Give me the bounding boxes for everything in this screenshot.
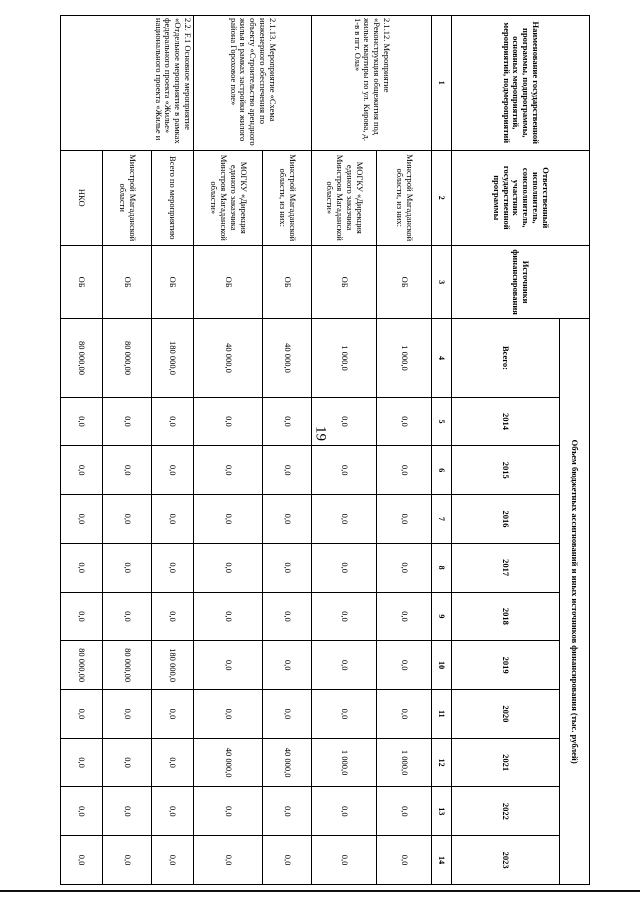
row-year-value: 0,0 [193,690,263,739]
row-executor: Минстрой Магаданской области [103,150,151,245]
row-year-value: 0,0 [263,592,311,641]
row-year-value: 0,0 [61,836,103,885]
row-year-value: 0,0 [61,495,103,544]
column-number: 2 [432,150,452,245]
row-year-value: 0,0 [103,397,151,446]
row-executor: МОГКУ «Дирекция единого заказчика Минстроя Магаданской области» [311,150,376,245]
row-year-value: 0,0 [311,397,376,446]
row-year-value: 0,0 [311,641,376,690]
header-year: 2021 [452,738,560,787]
row-year-value: 0,0 [193,397,263,446]
row-year-value: 0,0 [103,738,151,787]
row-total: 180 000,0 [151,319,193,397]
row-year-value: 0,0 [377,592,432,641]
row-year-value: 0,0 [151,446,193,495]
row-year-value: 0,0 [377,397,432,446]
row-year-value: 0,0 [61,738,103,787]
row-year-value: 0,0 [103,836,151,885]
row-year-value: 0,0 [263,690,311,739]
row-year-value: 0,0 [151,397,193,446]
row-total: 80 000,00 [61,319,103,397]
row-year-value: 0,0 [311,690,376,739]
row-total: 40 000,0 [193,319,263,397]
table-row [377,16,432,885]
column-number: 7 [432,495,452,544]
header-total: Всего: [452,319,560,397]
row-year-value: 0,0 [193,592,263,641]
row-year-value: 0,0 [193,446,263,495]
row-year-value: 0,0 [263,836,311,885]
row-year-value: 0,0 [193,543,263,592]
column-number: 3 [432,245,452,318]
header-year: 2014 [452,397,560,446]
row-year-value: 0,0 [193,787,263,836]
row-executor: МОГКУ «Дирекция единого заказчика Минстроя Магаданской области» [193,150,263,245]
row-year-value: 40 000,0 [193,738,263,787]
row-year-value: 0,0 [103,495,151,544]
header-year: 2015 [452,446,560,495]
header-year: 2016 [452,495,560,544]
row-year-value: 180 000,0 [151,641,193,690]
column-number: 5 [432,397,452,446]
row-year-value: 0,0 [151,543,193,592]
row-source: ОБ [263,245,311,318]
financing-table [60,15,590,885]
row-year-value: 0,0 [311,543,376,592]
column-number: 8 [432,543,452,592]
row-year-value: 0,0 [103,690,151,739]
row-year-value: 40 000,0 [263,738,311,787]
row-year-value: 0,0 [151,592,193,641]
rotated-table-container [60,15,590,885]
row-year-value: 0,0 [151,738,193,787]
row-total: 40 000,0 [263,319,311,397]
row-year-value: 80 000,00 [103,641,151,690]
row-name: 2.2. F.1 Основное мероприятие «Отдельное мероприятие в рамках федерального проекта «Жилье» национального проекта «Жилье и [61,16,194,151]
row-year-value: 0,0 [193,495,263,544]
header-executor: Ответственный исполнитель, соисполнитель, участник государственной программы [452,150,590,245]
header-name: Наименование государственной программы, подпрограммы, основных мероприятий, мероприятий, подмероприятий [452,16,590,151]
row-name: 2.1.12. Мероприятие «Реконструкция общежития под жилые квартиры по ул. Кирова, д. 1-в в пгт. Ола» [311,16,431,151]
row-year-value: 0,0 [61,592,103,641]
row-total: 80 000,00 [103,319,151,397]
row-year-value: 1 000,0 [311,738,376,787]
header-year: 2022 [452,787,560,836]
row-year-value: 0,0 [61,690,103,739]
column-number: 6 [432,446,452,495]
row-total: 1 000,0 [311,319,376,397]
row-year-value: 1 000,0 [377,738,432,787]
row-executor: НКО [61,150,103,245]
header-year: 2017 [452,543,560,592]
header-source: Источники финансирования [452,245,590,318]
row-year-value: 0,0 [61,397,103,446]
row-year-value: 0,0 [377,787,432,836]
row-year-value: 0,0 [311,787,376,836]
table-row [263,16,311,885]
row-source: ОБ [103,245,151,318]
header-year: 2023 [452,836,560,885]
row-year-value: 0,0 [103,592,151,641]
row-year-value: 0,0 [61,787,103,836]
row-year-value: 0,0 [377,446,432,495]
row-year-value: 80 000,00 [61,641,103,690]
row-year-value: 0,0 [263,787,311,836]
row-executor: Всего по мероприятию [151,150,193,245]
row-total: 1 000,0 [377,319,432,397]
column-number: 14 [432,836,452,885]
row-year-value: 0,0 [263,543,311,592]
column-number: 12 [432,738,452,787]
row-year-value: 0,0 [151,836,193,885]
row-name: 2.1.13. Мероприятие «Схема инженерного обеспечения по объекту «Строительство арендного жилья в рамках застройки жилого района Гороховое поле» [193,16,311,151]
row-year-value: 0,0 [103,787,151,836]
row-year-value: 0,0 [263,397,311,446]
row-year-value: 0,0 [103,446,151,495]
header-volume: Объем бюджетных ассигнований и иных источников финансирования (тыс. рублей) [560,319,590,885]
row-year-value: 0,0 [377,836,432,885]
header-year: 2018 [452,592,560,641]
row-source: ОБ [311,245,376,318]
row-year-value: 0,0 [151,690,193,739]
scan-edge-line [0,890,640,892]
row-year-value: 0,0 [103,543,151,592]
row-year-value: 0,0 [61,543,103,592]
row-year-value: 0,0 [193,836,263,885]
row-year-value: 0,0 [311,495,376,544]
row-source: ОБ [151,245,193,318]
column-number: 13 [432,787,452,836]
table-frame [60,15,590,885]
header-year: 2020 [452,690,560,739]
row-year-value: 0,0 [311,592,376,641]
table-row [151,16,193,885]
row-year-value: 0,0 [263,446,311,495]
row-year-value: 0,0 [311,836,376,885]
column-number: 10 [432,641,452,690]
row-year-value: 0,0 [377,495,432,544]
row-year-value: 0,0 [263,495,311,544]
row-source: ОБ [61,245,103,318]
row-year-value: 0,0 [377,543,432,592]
row-year-value: 0,0 [151,787,193,836]
row-year-value: 0,0 [193,641,263,690]
row-source: ОБ [377,245,432,318]
row-year-value: 0,0 [151,495,193,544]
row-year-value: 0,0 [61,446,103,495]
row-executor: Минстрой Магаданской области, из них: [263,150,311,245]
column-number: 1 [432,16,452,151]
header-year: 2019 [452,641,560,690]
row-executor: Минстрой Магаданской области, из них: [377,150,432,245]
column-number: 11 [432,690,452,739]
column-number: 4 [432,319,452,397]
row-year-value: 0,0 [377,690,432,739]
page-number: 19 [312,426,329,441]
row-year-value: 0,0 [377,641,432,690]
column-number: 9 [432,592,452,641]
row-year-value: 0,0 [263,641,311,690]
row-year-value: 0,0 [311,446,376,495]
row-source: ОБ [193,245,263,318]
